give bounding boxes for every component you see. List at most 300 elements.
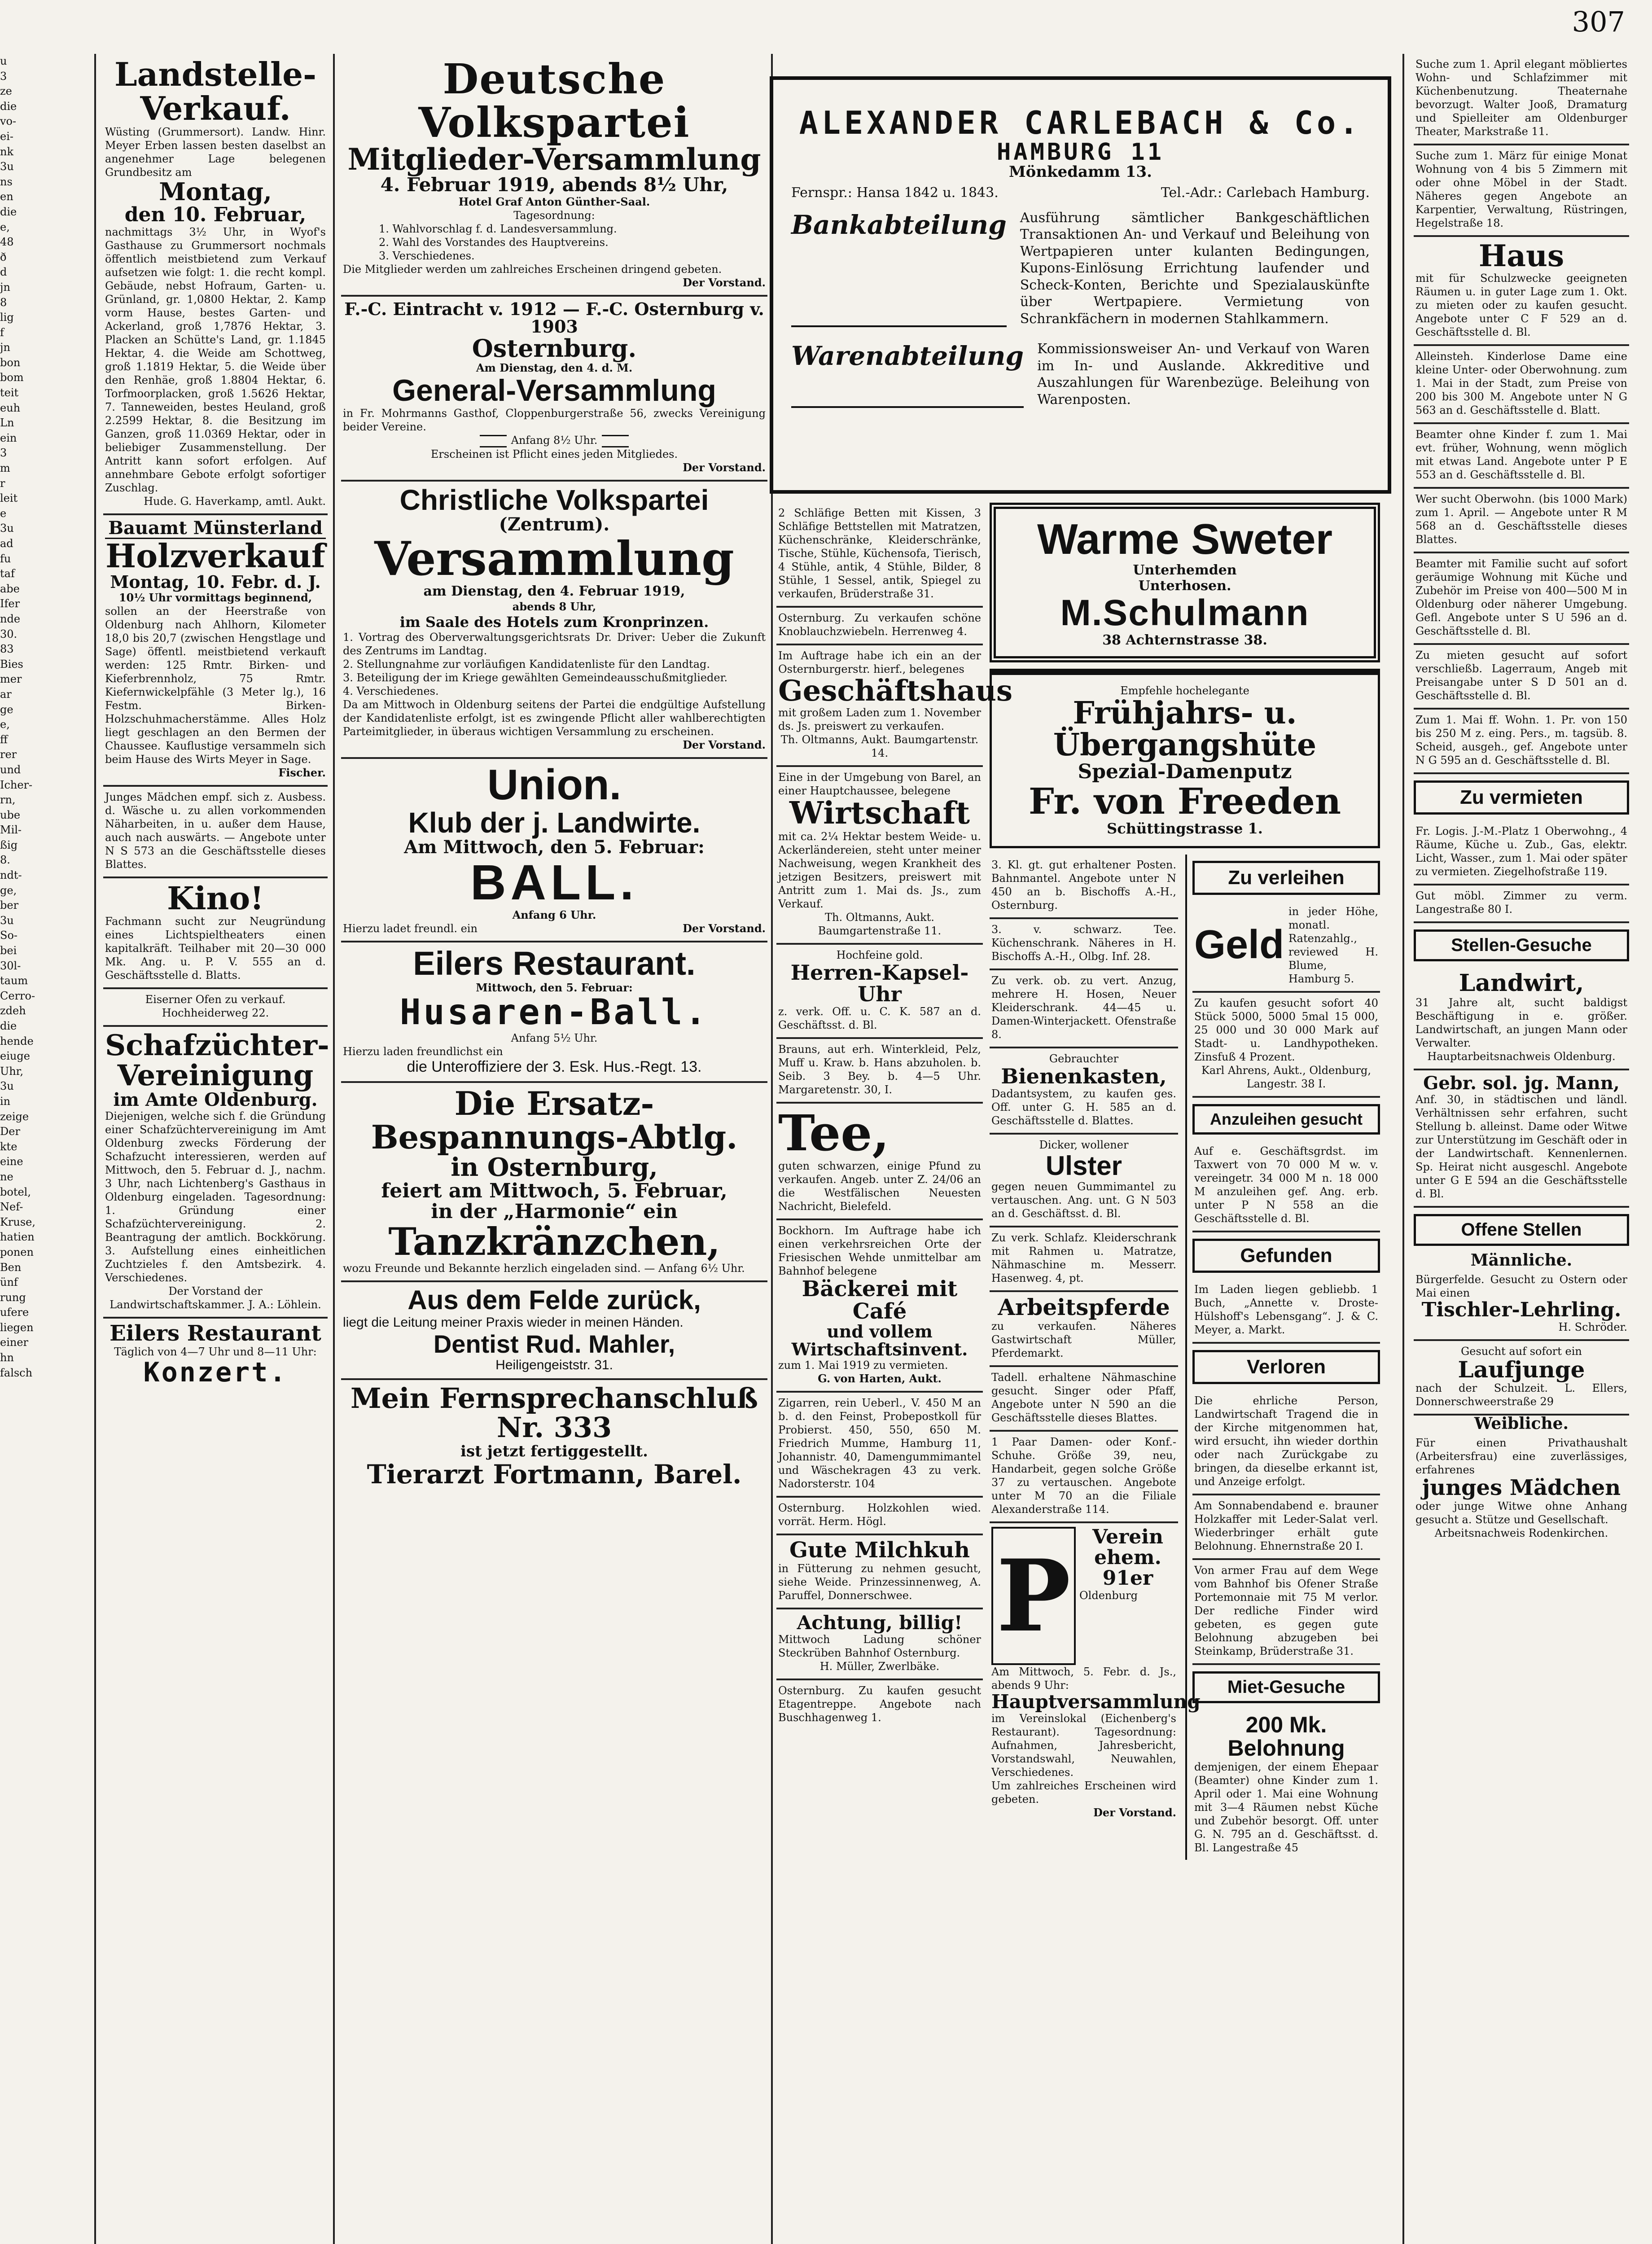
ad-baeckerei	[776, 1220, 983, 1393]
edge-fragment: ð	[0, 250, 7, 263]
ad-text: Um zahlreiches Erscheinen wird gebeten.	[991, 1779, 1176, 1806]
ad-title: Schafzüchter-Vereinigung	[105, 1029, 329, 1093]
ad-signature: Der Vorstand.	[683, 738, 766, 751]
ad-title: Aus dem Felde zurück,	[408, 1285, 701, 1315]
ad-signature: Tierarzt Fortmann, Barel.	[367, 1459, 742, 1490]
ad-schlafzimmer: Zu verk. Schlafz. Kleiderschrank mit Rahmen u. Matratze, Nähmaschine m. Messerr. Hasenweg. 4, pt.	[990, 1227, 1178, 1292]
ad-title: Union.	[487, 760, 622, 809]
ad-title: Die Ersatz-Bespannungs-Abtlg.	[371, 1084, 738, 1157]
ad-steckrueben	[776, 1609, 983, 1680]
ad-big: Tanzkränzchen,	[388, 1219, 720, 1264]
ad-title: Landwirt,	[1459, 969, 1584, 997]
edge-fragment: rung	[0, 1291, 26, 1304]
ad-date: Montag,	[159, 177, 272, 206]
section-label-anzuleihen: Anzuleihen gesucht	[1192, 1104, 1380, 1135]
ad-text: Bockhorn. Im Auftrage habe ich einen verkehrsreichen Orte der Friesischen Wehde unmittelbar am Bahnhof belegene	[778, 1224, 981, 1277]
edge-fragment: 3	[0, 447, 7, 460]
edge-fragment: ein	[0, 431, 17, 444]
ad-title: Tischler-Lehrling.	[1421, 1298, 1621, 1321]
edge-fragment: Bies	[0, 657, 23, 671]
ad-date: Montag, 10. Febr. d. J.	[110, 571, 321, 592]
edge-fragment: abe	[0, 582, 20, 595]
edge-fragment: in	[0, 1095, 11, 1108]
edge-fragment: die	[0, 1020, 17, 1032]
ad-verloren: Die ehrliche Person, Landwirtschaft Tragend die in der Kirche mitgenommen hat, wird ersucht, ihn wieder dorthin oder nach Zurückgabe zu bringen, da dieselbe erkannt ist, und Anzeige erfolgt.	[1192, 1390, 1380, 1495]
edge-fragment: ad	[0, 537, 13, 550]
ad-big: Versammlung	[374, 531, 734, 587]
ad-knoblauch: Osternburg. Zu verkaufen schöne Knoblauchzwiebeln. Herrenweg 4.	[776, 608, 983, 645]
edge-fragment: e	[0, 507, 7, 520]
edge-fragment: 30.	[0, 627, 18, 640]
ad-title: junges Mädchen	[1422, 1475, 1621, 1501]
ad-title: Achtung, billig!	[797, 1611, 963, 1634]
ad-subtitle: im Amte Oldenburg.	[113, 1089, 318, 1111]
edge-fragment: einer	[0, 1336, 29, 1349]
ad-signature: Hude. G. Haverkamp, amtl. Aukt.	[144, 495, 326, 508]
ad-text: zum 1. Mai 1919 zu vermieten.	[778, 1359, 948, 1372]
ad-footer: Hierzu ladet freundl. ein Der Vorstand.	[343, 922, 766, 935]
ad-agenda-item: 1. Vortrag des Oberverwaltungsgerichtsrats Dr. Driver: Ueber die Zukunft des Zentrums im Landtag.	[343, 631, 766, 657]
ad-miet-1: Suche zum 1. April elegant möbliertes Wohn- und Schlafzimmer mit Küchenbenutzung. Theaternahe bevorzugt. Walter Jooß, Dramaturg und Spielleiter am Oldenburger Theater, Markstraße 11.	[1414, 54, 1629, 145]
ad-title: Ulster	[1045, 1151, 1122, 1181]
edge-fragment: rn,	[0, 793, 16, 806]
section-label-gefunden: Gefunden	[1192, 1239, 1380, 1273]
ad-schafzuechter	[103, 1027, 328, 1319]
column-2	[341, 54, 767, 1494]
ad-text: mit großem Laden zum 1. November ds. Js. preiswert zu verkaufen.	[778, 706, 981, 733]
ad-date: Am Mittwoch, den 5. Februar:	[404, 836, 705, 858]
ad-time: Anfang 6 Uhr.	[512, 908, 596, 922]
column-4b	[1185, 855, 1380, 1860]
ad-schuhe: 1 Paar Damen- oder Konf.-Schuhe. Größe 39, neu, Handarbeit, gegen solche Größe 37 zu vertauschen. Angebote unter M 70 an die Filiale Alexanderstraße 114.	[990, 1432, 1178, 1523]
edge-fragment: 3u	[0, 1080, 14, 1093]
edge-fragment: Ben	[0, 1261, 22, 1274]
ad-agenda-item: 3. Verschiedenes.	[379, 249, 475, 262]
ad-title: Mein Fernsprechanschluß Nr. 333	[350, 1381, 758, 1444]
ad-text: nachmittags 3½ Uhr, in Wyof's Gasthause zu Grummersort nochmals öffentlich meistbietend zum Verkauf aufsetzen wie folgt: 1. die recht kompl. Gebäude, nebst Hofraum, Garten- u. Grünland, gr. 1,0800 Hektar, 2. Kamp vorm Hause, bestes Garten- und Ackerland, groß 1,7876 Hektar, 3. Placken an Schütte's Land, gr. 1.1845 Hektar, 4. die Weide am Schottweg, groß 1.1819 Hektar, 5. die Weide über den Renhäe, groß 1.8804 Hektar, 6. Torfmoorplacken, groß 1.5626 Hektar, 7. Tanneweiden, bestes Heuland, groß 2.2599 Hektar, 8. die Besitzung im Ganzen, groß 11.0369 Hektar, oder in beliebiger Zusammenstellung. Der Antritt kann sofort erfolgen. Auf annehmbare Gebote erfolgt sofortiger Zuschlag.	[105, 226, 326, 495]
column-1	[103, 54, 328, 1392]
ad-signature: Th. Oltmanns, Aukt. Baumgartenstraße 11.	[818, 911, 942, 937]
ad-anzuleihen: Auf e. Geschäftsgrdst. im Taxwert von 70 000 M w. v. vereingetr. 34 000 M n. 18 000 M anzuleihen gef. Ang. erb. unter P N 558 an die Geschäftsstelle d. Bl.	[1192, 1141, 1380, 1232]
ad-header: Bauamt Münsterland	[105, 519, 326, 539]
ad-address: Schüttingstrasse 1.	[1107, 820, 1263, 837]
subsection-maennliche: Männliche.	[1470, 1250, 1573, 1270]
ad-text: Diejenigen, welche sich f. die Gründung einer Schafzüchtervereinigung im Amt Oldenburg zwecks Förderung der Schafzucht interessieren, werden auf Mittwoch, den 5. Februar d. J., nachm. 3 Uhr, nach Lichtenberg's Gasthaus in Oldenburg eingeladen. Tagesordnung: 1. Gründung einer Schafzüchtervereinigung. 2. Beantragung der amtlich. Bockkörung. 3. Aufstellung eines einheitlichen Zuchtzieles f. den Amtsbezirk. 4. Verschiedenes.	[105, 1110, 326, 1284]
ad-big: Konzert.	[143, 1356, 288, 1388]
ad-ofen: Eiserner Ofen zu verkauf. Hochheiderweg 22.	[103, 989, 328, 1027]
ad-arbeitspferde	[990, 1292, 1178, 1367]
ad-place: Hotel Graf Anton Günther-Saal.	[458, 195, 650, 208]
ad-text: Bürgerfelde. Gesucht zu Ostern oder Mai einen	[1415, 1273, 1627, 1299]
ad-text: Gebrauchter	[1049, 1052, 1119, 1065]
ad-signature: Der Vorstand.	[683, 276, 766, 289]
ad-title: Christliche Volkspartei	[399, 483, 709, 516]
ad-text: in Fütterung zu nehmen gesucht, siehe Weide. Prinzessinnenweg, A. Paruffel, Donnerschwee.	[778, 1562, 981, 1602]
ad-signature: Der Vorstand.	[683, 460, 766, 474]
ad-contact: Fernspr.: Hansa 1842 u. 1843. Tel.-Adr.: Carlebach Hamburg.	[791, 184, 1370, 201]
edge-fragment: die	[0, 205, 17, 218]
ad-text: liegt die Leitung meiner Praxis wieder in meinen Händen.	[343, 1315, 684, 1330]
ad-text: guten schwarzen, einige Pfund zu verkaufen. Angeb. unter Z. 24/06 an die Westfälischen Neuesten Nachricht, Bielefeld.	[778, 1159, 981, 1213]
ad-title: Laufjunge	[1458, 1356, 1585, 1383]
bank-text: Ausführung sämtlicher Bankgeschäftlichen Transaktionen An- und Verkauf und Beleihung von Wertpapieren unter kulanten Bedingungen, Kupons-Einlösung Errichtung laufender und Scheck-Konten, Berichte und Spezialauskünfte über Wertpapiere. Vermietung von Schrankfächern in modernen Stahlkammern.	[1020, 210, 1370, 327]
ad-geld	[1192, 901, 1380, 993]
ad-text: in Fr. Mohrmanns Gasthof, Cloppenburgerstraße 56, zwecks Vereinigung beider Vereine.	[343, 407, 766, 434]
ad-haus	[1414, 237, 1629, 346]
edge-fragment: e,	[0, 220, 10, 233]
edge-fragment: Icher-	[0, 778, 33, 791]
ad-signature: die Unteroffiziere der 3. Esk. Hus.-Regt. 13.	[407, 1058, 702, 1075]
ad-signature: Karl Ahrens, Aukt., Oldenburg, Langestr. 38 I.	[1201, 1064, 1372, 1090]
ad-gefunden: Im Laden liegen gebliebb. 1 Buch, „Annette v. Droste-Hülshoff's Lebensgang“. J. & C. Meyer, a. Markt.	[1192, 1279, 1380, 1344]
ad-text: zu verkaufen. Näheres Gastwirtschaft Müller, Pferdemarkt.	[991, 1319, 1176, 1359]
ad-text: Da am Mittwoch in Oldenburg seitens der Partei die endgültige Aufstellung der Kandidatenliste erfolgt, ist es zwingende Pflicht aller wahlberechtigten Parteimitglieder, in überaus wichtigen Versammlung zu erscheinen.	[343, 698, 766, 738]
ad-sub: Unterhosen.	[1138, 578, 1231, 594]
ad-vermieten-1: Fr. Logis. J.-M.-Platz 1 Oberwohng., 4 Räume, Küche u. Zub., Gas, elektr. Licht, Wasser., zum 1. Mai oder später zu vermieten. Ziegelhofstraße 119.	[1414, 821, 1629, 885]
ad-date: den 10. Februar,	[124, 203, 307, 226]
ad-sweter	[990, 503, 1380, 662]
ad-time: Anfang 8½ Uhr.	[343, 434, 766, 447]
ad-title: Bienenkasten,	[1001, 1064, 1167, 1088]
edge-fragment: Uhr,	[0, 1065, 24, 1078]
ad-date: Mittwoch, den 5. Februar:	[476, 981, 633, 994]
ad-text: Im Auftrage habe ich ein an der Osternburgerstr. hierf., belegenes	[778, 649, 981, 675]
edge-fragment: nk	[0, 145, 13, 158]
edge-fragment: f	[0, 326, 4, 339]
edge-fragment: 83	[0, 643, 14, 656]
ad-bienenkasten	[990, 1048, 1178, 1135]
edge-fragment: ze	[0, 85, 12, 98]
edge-fragment: 3u	[0, 914, 14, 927]
ad-agenda-item: 1. Wahlvorschlag f. d. Landesversammlung.	[379, 222, 617, 235]
ad-sub: Unterhemden	[1133, 562, 1237, 578]
edge-fragment: leit	[0, 492, 18, 505]
ad-title: Geld	[1194, 922, 1284, 968]
edge-fragment: nde	[0, 612, 21, 625]
ad-maedchen: Junges Mädchen empf. sich z. Ausbess. d. Wäsche u. zu allen vorkommenden Näharbeiten, in u. außer dem Hause, auch nach auswärts. — Angebote unter N S 573 an die Geschäftsstelle dieses Blattes.	[103, 787, 328, 878]
ad-waren-section	[791, 341, 1370, 408]
ad-name: Dentist Rud. Mahler,	[433, 1329, 675, 1358]
ad-title: Wirtschaft	[789, 795, 970, 832]
edge-fragment: euh	[0, 401, 21, 414]
ad-fortmann	[341, 1380, 767, 1494]
ad-junger-mann	[1414, 1070, 1629, 1208]
ad-text: mit für Schulzwecke geeigneten Räumen u. in guter Lage zum 1. Okt. zu mieten oder zu kaufen gesucht. Angebote unter C F 529 an d. Geschäftsstelle d. Bl.	[1415, 272, 1627, 339]
ad-hund: Am Sonnabendabend e. brauner Holzkaffer mit Leder-Salat verl. Wiederbringer erhält gute Belohnung. Ehnernstraße 20 I.	[1192, 1495, 1380, 1560]
ad-place: im Saale des Hotels zum Kronprinzen.	[399, 613, 709, 631]
ad-agenda-item: 3. Beteiligung der im Kriege gewählten Gemeindeausschußmitglieder.	[343, 671, 728, 684]
ad-betten: 2 Schläfige Betten mit Kissen, 3 Schläfige Bettstellen mit Matratzen, Küchenschränke, Kleiderschränke, Tische, Stühle, Küchensofa, Tierisch, 4 Stühle, antik, 4 Stühle, Bilder, 8 Stühle, 1 Sessel, antik, Spiegel zu verkaufen, Brüderstraße 31.	[776, 503, 983, 608]
ad-miet-5: Wer sucht Oberwohn. (bis 1000 Mark) zum 1. April. — Angebote unter R M 568 an d. Geschäftsstelle dieses Blattes.	[1414, 489, 1629, 553]
ad-date: feiert am Mittwoch, 5. Februar,	[381, 1179, 727, 1202]
ad-text: wozu Freunde und Bekannte herzlich eingeladen sind. — Anfang 6½ Uhr.	[343, 1262, 745, 1275]
edge-fragment: m	[0, 462, 10, 475]
edge-fragment: hn	[0, 1351, 14, 1364]
waren-text: Kommissionsweiser An- und Verkauf von Waren im In- und Auslande. Akkreditive und Auszahlungen für Warenbezüge. Beleihung von Warenposten.	[1037, 341, 1370, 408]
ad-time: abends 8 Uhr,	[512, 600, 596, 613]
ad-text: Zu kaufen gesucht sofort 40 Stück 5000, 5000 5mal 15 000, 25 000 und 30 000 Mark auf Stadt- u. Landhypotheken. Zinsfuß 4 Prozent.	[1194, 996, 1378, 1063]
ad-header: F.-C. Eintracht v. 1912 — F.-C. Osternburg v. 1903	[344, 298, 764, 337]
ad-signature: Hauptarbeitsnachweis Oldenburg.	[1427, 1050, 1616, 1063]
ad-ulster	[990, 1135, 1178, 1227]
ad-sub: Spezial-Damenputz	[1078, 760, 1292, 783]
ad-big: BALL.	[470, 855, 638, 910]
ad-time: Anfang 5½ Uhr.	[511, 1031, 598, 1044]
ad-text: Für einen Privathaushalt (Arbeitersfrau) eine zuverlässiges, erfahrenes	[1415, 1437, 1627, 1477]
ad-wirtschaft	[776, 767, 983, 944]
ad-union-ball	[341, 759, 767, 942]
edge-fragment: So-	[0, 929, 18, 942]
ad-agenda-item: 4. Verschiedenes.	[343, 684, 439, 697]
ad-anzug: Zu verk. ob. zu vert. Anzug, mehrere H. Hosen, Neuer Kleiderschrank. 44—45 u. Damen-Winterjackett. Ofenstraße 8.	[990, 970, 1178, 1048]
ad-title: Gebr. sol. jg. Mann,	[1423, 1072, 1620, 1094]
ad-tischler	[1414, 1269, 1629, 1341]
edge-fragment: hatien	[0, 1231, 35, 1244]
ad-title: Gute Milchkuh	[789, 1538, 970, 1563]
ad-verein-91er	[990, 1523, 1201, 1825]
edge-fragment: 8	[0, 296, 7, 309]
edge-fragment: Nef-	[0, 1201, 23, 1214]
ad-junges-maedchen	[1414, 1433, 1629, 1545]
edge-fragment: ube	[0, 808, 21, 821]
ad-text: nach der Schulzeit. L. Ellers, Donnerschweerstraße 29	[1415, 1382, 1627, 1408]
ad-naehmaschine: Tadell. erhaltene Nähmaschine gesucht. Singer oder Pfaff, Angebote unter N 590 an die Geschäftsstelle dieses Blattes.	[990, 1367, 1178, 1432]
crest-icon: P	[991, 1527, 1076, 1665]
ad-text: mit ca. 2¼ Hektar bestem Weide- u. Ackerländereien, steht unter meiner Nachweisung, wegen Krankheit des jetzigen Besitzers, preiswert mit Antritt zum 1. Mai ds. Js., zum Verkauf.	[778, 830, 981, 910]
ad-carlebach	[770, 76, 1391, 494]
ad-eilers-husarenball	[341, 942, 767, 1083]
ad-text: Wüsting (Grummersort). Landw. Hinr. Meyer Erben lassen besten daselbst an angenehmer Lage belegenen Grundbesitz am	[105, 126, 326, 179]
section-label-offene-stellen: Offene Stellen	[1414, 1214, 1629, 1246]
ad-brauns: Brauns, aut erh. Winterkleid, Pelz, Muff u. Kraw. b. Hans abzuholen. b. Seib. 3 Bey. b. 4—5 Uhr. Margaretenstr. 30, I.	[776, 1039, 983, 1104]
edge-fragment: und	[0, 763, 21, 776]
edge-fragment: 3u	[0, 522, 14, 535]
ad-subtitle: Klub der j. Landwirte.	[408, 806, 701, 839]
section-label-verloren: Verloren	[1192, 1350, 1380, 1384]
ad-signature: Th. Oltmanns, Aukt. Baumgartenstr. 14.	[780, 733, 979, 760]
ad-text: oder junge Witwe ohne Anhang gesucht a. Stütze und Gesellschaft.	[1415, 1499, 1627, 1526]
edge-fragment: taf	[0, 567, 15, 580]
edge-fragment: vo-	[0, 115, 17, 128]
ad-time: 10½ Uhr vormittags beginnend,	[118, 591, 312, 604]
ad-kino	[103, 878, 328, 990]
edge-fragment: 3u	[0, 160, 14, 173]
edge-fragment: ar	[0, 688, 12, 701]
ad-landwirt	[1414, 968, 1629, 1070]
column-rule	[333, 54, 335, 2244]
ad-signature: H. Müller, Zwerlbäke.	[819, 1660, 940, 1673]
edge-fragment: die	[0, 100, 17, 113]
ad-venue: in der „Harmonie“ ein	[431, 1200, 678, 1223]
column-4	[990, 503, 1380, 1860]
ad-title: 200 Mk. Belohnung	[1227, 1712, 1345, 1761]
edge-fragment: ff	[0, 733, 8, 746]
ad-text: Erscheinen ist Pflicht eines jeden Mitgliedes.	[430, 447, 678, 460]
edge-fragment: bon	[0, 356, 21, 369]
ad-title: Haus	[1478, 238, 1564, 273]
ad-text: 31 Jahre alt, sucht baldigst Beschäftigung in e. größer. Landwirtschaft, an jungen Mann oder Verwalter.	[1415, 996, 1627, 1049]
edge-fragment: teit	[0, 386, 19, 399]
ad-vermieten-2: Gut möbl. Zimmer zu verm. Langestraße 80 I.	[1414, 885, 1629, 923]
ad-text: z. verk. Off. u. C. K. 587 an d. Geschäftsst. d. Bl.	[778, 1005, 981, 1032]
ad-text: sollen an der Heerstraße von Oldenburg nach Ahlhorn, Kilometer 18,0 bis 20,7 (zwischen Hengstlage und Sage) öffentl. meistbietend verkauft werden: 125 Rmtr. Birken- und Kieferbrennholz, 75 Rmtr. Kiefernwickelpfähle (3 Meter lg.), 16 Festm. Birken-Holzschuhmacherstämme. Alles Holz liegt geschlagen an den Bermen der Chaussee. Kauflustige versammeln sich beim Hause des Wirts Meyer in Sage.	[105, 605, 326, 766]
ad-dentist-mahler	[341, 1282, 767, 1380]
ad-signature: H. Schröder.	[1558, 1320, 1627, 1333]
ad-address: Heiligengeiststr. 31.	[495, 1357, 613, 1372]
ad-date: Am Dienstag, den 4. d. M.	[476, 361, 633, 375]
edge-fragment: ufere	[0, 1306, 29, 1319]
ad-geschaeftshaus	[776, 645, 1013, 767]
ad-date: am Dienstag, den 4. Februar 1919,	[423, 583, 685, 600]
edge-fragment: bei	[0, 944, 17, 957]
ad-title: General-Versammlung	[392, 373, 716, 408]
ad-text: Hierzu laden freundlichst ein	[343, 1045, 503, 1058]
ad-freeden	[990, 669, 1380, 848]
ad-text: gegen neuen Gummimantel zu vertauschen. Ang. unt. G N 503 an d. Geschäftsst. d. Bl.	[991, 1180, 1176, 1220]
ad-subtitle: (Zentrum).	[499, 514, 610, 535]
ad-landstelle	[103, 54, 328, 515]
ad-text: Täglich von 4—7 Uhr und 8—11 Uhr:	[114, 1345, 317, 1358]
ad-bank-section	[791, 210, 1370, 328]
ad-street: Mönkedamm 13.	[1009, 163, 1152, 181]
edge-fragment: Ln	[0, 416, 14, 430]
ad-agenda-item: 2. Stellungnahme zur vorläufigen Kandidatenliste für den Landtag.	[343, 657, 710, 671]
ad-title: Bäckerei mit Café	[802, 1276, 958, 1324]
ad-signature: Der Vorstand.	[1093, 1806, 1176, 1819]
edge-fragment: jn	[0, 280, 10, 294]
column-rule	[1402, 54, 1404, 2244]
section-label-zu-verleihen: Zu verleihen	[1192, 861, 1380, 895]
ad-miet-6: Beamter mit Familie sucht auf sofort geräumige Wohnung mit Küche und Zubehör im Preise von 400—500 M in Oldenburg oder näherer Umgebung. Gefl. Angebote unter S U 596 an d. Geschäftsstelle d. Bl.	[1414, 553, 1629, 645]
ad-place: Osternburg.	[472, 334, 637, 363]
edge-fragment: r	[0, 477, 5, 490]
column-3	[776, 503, 1013, 1730]
ad-miet-2: Suche zum 1. März für einige Monat Wohnung von 4 bis 5 Zimmern mit oder ohne Möbel in der Stadt. Näheres gegen Angebote an Karpentier, Verwaltung, Rüstringen, Hegelstraße 18.	[1414, 145, 1629, 237]
ad-title: Landstelle-Verkauf.	[114, 55, 316, 127]
ad-deutsche-volkspartei	[341, 54, 767, 297]
edge-fragment: ponen	[0, 1245, 34, 1258]
ad-big: Husaren-Ball.	[399, 992, 709, 1033]
column-4a	[990, 855, 1201, 1860]
ad-title: Warme Sweter	[1037, 515, 1333, 563]
ad-tee-kueche: 3. v. schwarz. Tee. Küchenschrank. Näheres in H. Bischoffs A.-H., Olbg. Inf. 28.	[990, 919, 1178, 970]
edge-fragment: zeige	[0, 1110, 29, 1123]
ad-posten: 3. Kl. gt. gut erhaltener Posten. Bahnmantel. Angebote unter N 450 an b. Bischoffs A.-H., Osternburg.	[990, 855, 1178, 919]
edge-fragment: liegen	[0, 1321, 34, 1334]
column-rule	[94, 54, 96, 2244]
edge-fragment: jn	[0, 341, 10, 354]
ad-text: Hochfeine gold.	[836, 948, 923, 961]
ad-miet-3: Alleinsteh. Kinderlose Dame eine kleine Unter- oder Oberwohnung. zum 1. Mai in der Stadt, zum Preise von 200 bis 300 M. Angebote unter N G 563 an d. Geschäftsstelle d. Blatt.	[1414, 346, 1629, 424]
subsection-weibliche: Weibliche.	[1474, 1414, 1569, 1433]
ad-title: Kino!	[167, 879, 264, 917]
edge-fragment: eine	[0, 1155, 23, 1168]
ad-title: Herren-Kapsel-Uhr	[790, 960, 969, 1006]
ad-title: Holzverkauf	[105, 537, 325, 575]
edge-fragment: botel,	[0, 1185, 31, 1198]
edge-fragment: 3	[0, 70, 7, 83]
ad-title: Tee,	[778, 1104, 890, 1162]
edge-fragment: zdeh	[0, 1004, 26, 1017]
edge-fragment: ge,	[0, 884, 17, 897]
ad-title: Eilers Restaurant	[110, 1321, 321, 1346]
ad-pre: Empfehle hochelegante	[1120, 684, 1249, 697]
edge-fragment: ne	[0, 1170, 13, 1183]
ad-milchkuh	[776, 1535, 983, 1609]
ad-laufjunge	[1414, 1341, 1629, 1416]
ad-address: 38 Achternstrasse 38.	[1102, 632, 1267, 648]
ad-title: Deutsche Volkspartei	[418, 55, 690, 147]
edge-fragment: taum	[0, 974, 28, 987]
column-4-split	[990, 855, 1380, 1860]
edge-fragment: kte	[0, 1140, 18, 1153]
edge-fragment: en	[0, 190, 13, 203]
ad-holzverkauf	[103, 515, 328, 786]
edge-fragment: ßig	[0, 838, 18, 851]
ad-city: HAMBURG 11	[996, 138, 1165, 166]
ad-title: Geschäftshaus	[778, 674, 1013, 708]
ad-uhr	[776, 945, 983, 1039]
edge-fragment: u	[0, 55, 7, 67]
ad-text: Anf. 30, in städtischen und ländl. Verhältnissen sehr erfahren, sucht Stellung b. alleinst. Dame oder Witwe zur Unterstützung im Geschäft oder in der Landwirtschaft. Kennenlernen. Sp. Heirat nicht ausgeschl. Angebote unter G E 594 an die Geschäftsstelle d. Bl.	[1415, 1093, 1627, 1200]
ad-title: Hauptversammlung	[991, 1690, 1201, 1713]
ad-agenda-head: Tagesordnung:	[513, 209, 595, 222]
edge-fragment: ndt-	[0, 869, 22, 882]
ad-title: Eilers Restaurant.	[413, 945, 696, 982]
edge-fragment: Cerro-	[0, 989, 35, 1002]
edge-fragment: fu	[0, 552, 11, 565]
ad-text: Dicker, wollener	[1039, 1139, 1129, 1152]
ad-text: Fachmann sucht zur Neugründung eines Lichtspieltheaters einen kapitalkräft. Teilhaber mit 20—30 000 Mk. Ang. u. P. V. 555 an d. Geschäftsstelle d. Blatts.	[105, 915, 326, 982]
edge-fragment: ünf	[0, 1276, 18, 1289]
ad-ersatz-tanz	[341, 1083, 767, 1283]
edge-fragment: 8.	[0, 854, 10, 867]
ad-text: Mittwoch Ladung schöner Steckrüben Bahnhof Osternburg.	[778, 1633, 981, 1659]
edge-fragment: ei-	[0, 130, 13, 143]
edge-fragment: hende	[0, 1034, 34, 1047]
ad-agenda-item: 2. Wahl des Vorstandes des Hauptvereins.	[379, 236, 609, 249]
bank-label: Bankabteilung	[791, 210, 1007, 328]
edge-fragment: Ifer	[0, 597, 20, 610]
edge-fragment: bom	[0, 371, 24, 384]
page-number: 307	[1572, 5, 1625, 38]
ad-fc-generalversammlung	[341, 297, 767, 482]
section-label-stellen-gesuche: Stellen-Gesuche	[1414, 929, 1629, 961]
edge-fragment: 30l-	[0, 959, 21, 972]
left-edge-fragment	[0, 54, 40, 1381]
edge-fragment: mer	[0, 673, 22, 686]
ad-name: M.Schulmann	[1060, 592, 1310, 633]
edge-fragment: e,	[0, 718, 10, 731]
ad-text: ist jetzt fertiggestellt.	[460, 1442, 648, 1460]
ad-place: in Osternburg,	[451, 1153, 658, 1183]
ad-subtitle: und vollem Wirtschaftsinvent.	[791, 1321, 968, 1360]
ad-signature: G. von Harten, Aukt.	[818, 1372, 942, 1385]
ad-eilers-konzert	[103, 1319, 328, 1392]
ad-date: 4. Februar 1919, abends 8½ Uhr,	[380, 174, 728, 196]
edge-fragment: rer	[0, 748, 17, 761]
ad-signature: Der Vorstand der Landwirtschaftskammer. J. A.: Löhlein.	[110, 1285, 321, 1311]
ad-text: Dadantsystem, zu kaufen ges. Off. unter G. H. 585 an d. Geschäftsstelle d. Blattes.	[991, 1087, 1176, 1127]
ad-text: Die Mitglieder werden um zahlreiches Erscheinen dringend gebeten.	[343, 263, 722, 276]
ad-miet-7: Zu mieten gesucht auf sofort verschließb. Lagerraum, Angeb mit Preisangabe unter S D 501 an d. Geschäftsstelle d. Bl.	[1414, 645, 1629, 710]
ad-miet-8: Zum 1. Mai ff. Wohn. 1. Pr. von 150 bis 250 M z. eing. Pers., m. tagsüb. 8. Scheid, ausgeh., gef. Angebote unter N G 595 an d. Geschäftsstelle d. Bl.	[1414, 710, 1629, 774]
section-label-zu-vermieten: Zu vermieten	[1414, 780, 1629, 815]
edge-fragment: 48	[0, 236, 14, 249]
edge-fragment: eiuge	[0, 1050, 30, 1063]
section-label-miet-gesuche: Miet-Gesuche	[1192, 1671, 1380, 1703]
ad-date: Am Mittwoch, 5. Febr. d. Js., abends 9 Uhr:	[991, 1665, 1176, 1692]
